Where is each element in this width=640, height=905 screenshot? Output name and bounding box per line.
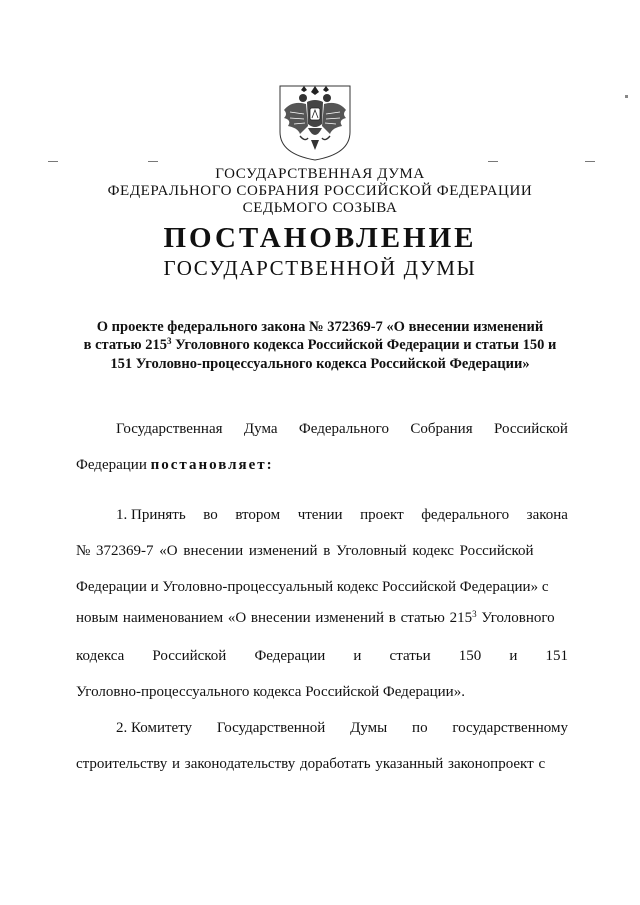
coat-of-arms-emblem [270,84,360,162]
item1-line6: Уголовно-процессуального кодекса Российской Федерации». [76,684,465,700]
item1-word: проект [360,507,404,523]
item2-word: государственному [452,720,568,736]
item2-word: Государственной [216,720,326,736]
item1-word: чтении [297,507,343,523]
item1-word: втором [235,507,281,523]
preamble-word: Дума [243,421,278,437]
margin-mark-right-inner [488,161,498,162]
item1-word: 1. Принять [116,507,186,523]
document-title: ПОСТАНОВЛЕНИЕ [163,222,477,254]
subject-superscript: 3 [166,336,172,346]
org-name-line2: ФЕДЕРАЛЬНОГО СОБРАНИЯ РОССИЙСКОЙ ФЕДЕРАЦИИ [107,183,533,199]
resolves-word: постановляет: [150,457,274,473]
preamble-word: Российской [494,421,568,437]
item2-word: по [412,720,428,736]
item1-word: 151 [545,648,568,664]
subject-line2-part-b: Уголовного кодекса Российской Федерации и статьи 150 и [171,337,557,353]
margin-mark-right [585,161,595,162]
item1-line1 [116,507,568,524]
item2-word: 2. Комитету [116,720,193,736]
item1-word: статьи [389,648,431,664]
item1-line4 [76,610,555,627]
subject-line2 [0,337,640,354]
item2-word: Думы [350,720,388,736]
preamble-line2 [76,457,274,474]
item1-word: и [509,648,518,664]
item1-word: во [203,507,218,523]
item1-word: Федерации [254,648,326,664]
item1-word: 150 [458,648,482,664]
item1-word: федерального [421,507,510,523]
item1-word: кодекса [76,648,125,664]
subject-line3: 151 Уголовно-процессуального кодекса Российской Федерации» [110,356,530,372]
item1-line5 [76,648,568,665]
preamble-word: Государственная [116,421,223,437]
item1-line4-part-b: Уголовного [476,610,555,626]
scan-dot [625,95,628,98]
item1-word: и [353,648,362,664]
item1-word: закона [526,507,568,523]
item1-line2: № 372369-7 «О внесении изменений в Уголовный кодекс Российской [76,543,534,559]
item2-line2: строительству и законодательству доработать указанный законопроект с [76,756,546,772]
convocation-line: СЕДЬМОГО СОЗЫВА [242,200,398,216]
preamble-word: Собрания [410,421,473,437]
item1-line3: Федерации и Уголовно-процессуальный кодекс Российской Федерации» с [76,579,549,595]
subject-line2-part-a: в статью 215 [83,337,167,353]
preamble-text: Федерации [76,457,151,473]
document-subtitle: ГОСУДАРСТВЕННОЙ ДУМЫ [163,256,477,280]
margin-mark-left [48,161,58,162]
org-name-line1: ГОСУДАРСТВЕННАЯ ДУМА [215,166,425,182]
item1-word: Российской [152,648,227,664]
item1-line4-part-a: новым наименованием «О внесении изменений в статью 215 [76,610,473,626]
item1-superscript: 3 [472,609,477,619]
preamble-word: Федерального [298,421,389,437]
margin-mark-left-inner [148,161,158,162]
preamble-line1 [116,421,568,438]
subject-line1: О проекте федерального закона № 372369-7 «О внесении изменений [96,319,544,335]
item2-line1 [116,720,568,737]
